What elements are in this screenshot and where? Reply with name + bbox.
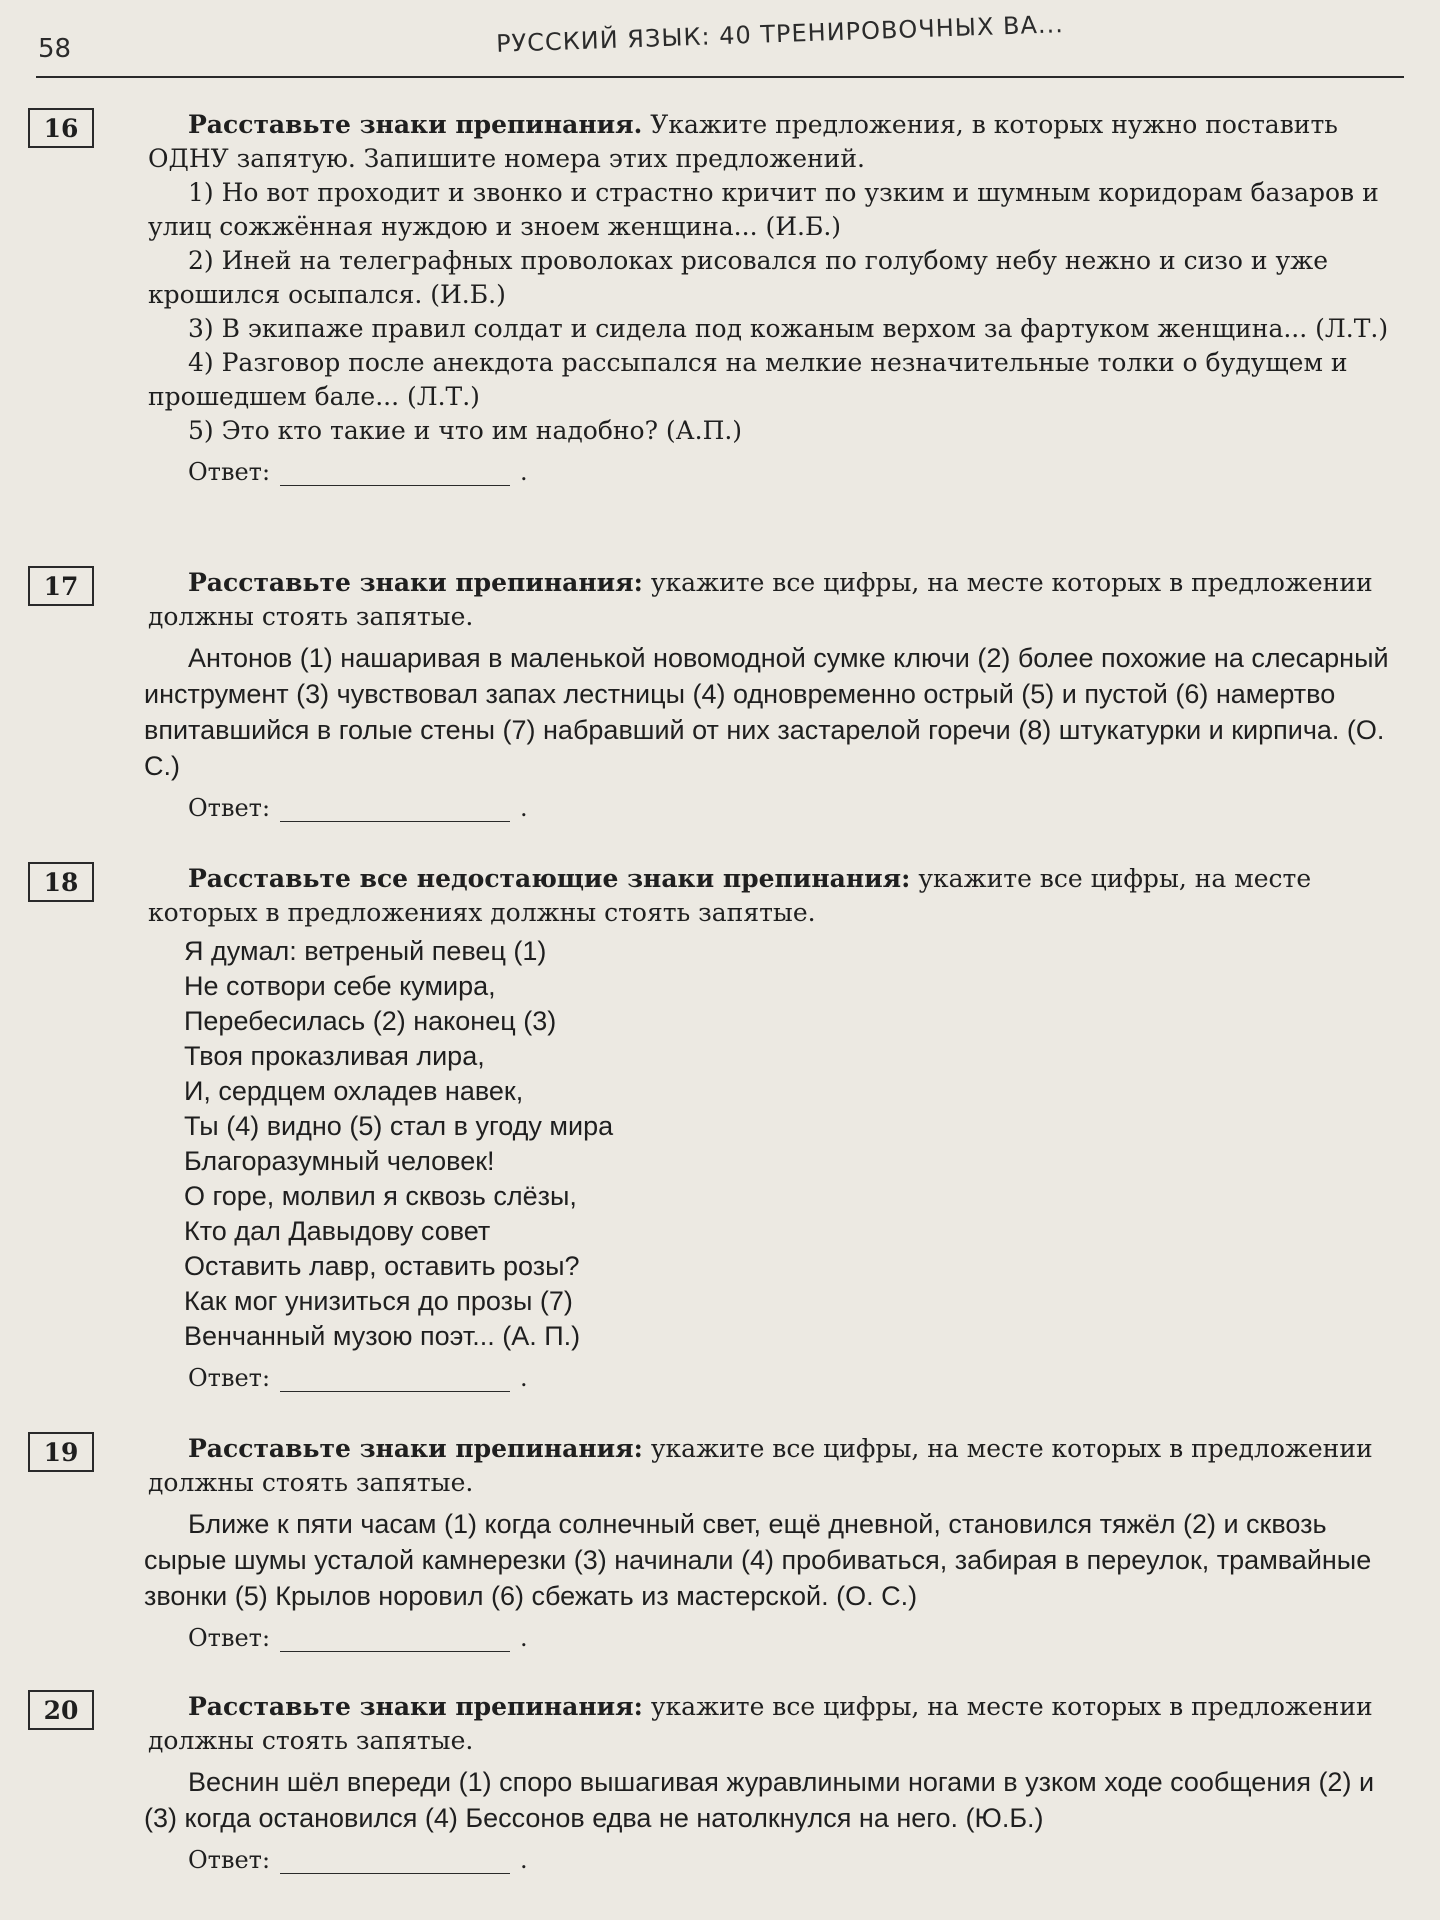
task-16 bbox=[28, 108, 1410, 486]
instruction-rest: укажите все цифры, на месте которых в предложении должны стоять запятые. bbox=[148, 1692, 1373, 1755]
poem-line: Кто дал Давыдову совет bbox=[184, 1216, 491, 1246]
instruction-rest: Укажите предложения, в которых нужно поставить ОДНУ запятую. Запишите номера этих предложений. bbox=[148, 110, 1338, 173]
task-18 bbox=[28, 862, 1410, 1392]
page-number: 58 bbox=[38, 34, 72, 64]
answer-end: . bbox=[520, 1846, 528, 1874]
poem-line: Венчанный музою поэт... (А. П.) bbox=[184, 1321, 581, 1351]
task-instruction bbox=[148, 862, 1410, 930]
list-item: 3) В экипаже правил солдат и сидела под кожаным верхом за фартуком женщина... (Л.Т.) bbox=[188, 314, 1389, 343]
instruction-rest: укажите все цифры, на месте которых в предложении должны стоять запятые. bbox=[148, 568, 1373, 631]
poem-line: Благоразумный человек! bbox=[184, 1146, 495, 1176]
instruction-lead: Расставьте знаки препинания: bbox=[188, 1692, 643, 1721]
task-text: Антонов (1) нашаривая в маленькой новомодной сумке ключи (2) более похожие на слесарный инструмент (3) чувствовал запах лестницы (4) одновременно острый (5) и пустой (6) намертво впитавшийся в голые стены (7) набравший от них застарелой горечи (8) штукатурки и кирпича. (О. С.) bbox=[144, 643, 1389, 781]
answer-label: Ответ: bbox=[188, 1364, 271, 1392]
answer-row bbox=[188, 794, 1410, 822]
answer-label: Ответ: bbox=[188, 1624, 271, 1652]
page-header bbox=[36, 10, 1404, 78]
list-item: 2) Иней на телеграфных проволоках рисовался по голубому небу нежно и сизо и уже крошился осыпался. (И.Б.) bbox=[148, 246, 1329, 309]
answer-end: . bbox=[520, 1364, 528, 1392]
list-item: 1) Но вот проходит и звонко и страстно кричит по узким и шумным коридорам базаров и улиц сожжённая нуждою и зноем женщина... (И.Б.) bbox=[148, 178, 1379, 241]
poem-line: Перебесилась (2) наконец (3) bbox=[184, 1006, 557, 1036]
task-text: Веснин шёл впереди (1) споро вышагивая журавлиными ногами в узком ходе сообщения (2) и (3) когда остановился (4) Бессонов едва не натолкнулся на него. (Ю.Б.) bbox=[144, 1767, 1375, 1833]
task-number: 17 bbox=[28, 566, 94, 606]
poem-line: Как мог унизиться до прозы (7) bbox=[184, 1286, 573, 1316]
answer-field[interactable] bbox=[280, 1629, 510, 1652]
answer-end: . bbox=[520, 794, 528, 822]
instruction-rest: укажите все цифры, на месте которых в предложениях должны стоять запятые. bbox=[148, 864, 1312, 927]
poem-line: Оставить лавр, оставить розы? bbox=[184, 1251, 580, 1281]
poem-line: Не сотвори себе кумира, bbox=[184, 971, 496, 1001]
poem-line: И, сердцем охладев навек, bbox=[184, 1076, 524, 1106]
task-17 bbox=[28, 566, 1410, 822]
task-instruction bbox=[148, 108, 1410, 176]
instruction-lead: Расставьте все недостающие знаки препинания: bbox=[188, 864, 911, 893]
answer-label: Ответ: bbox=[188, 1846, 271, 1874]
answer-label: Ответ: bbox=[188, 458, 271, 486]
instruction-rest: укажите все цифры, на месте которых в предложении должны стоять запятые. bbox=[148, 1434, 1373, 1497]
running-title: РУССКИЙ ЯЗЫК: 40 ТРЕНИРОВОЧНЫХ ВА... bbox=[495, 10, 1065, 58]
answer-end: . bbox=[520, 1624, 528, 1652]
poem-line: Я думал: ветреный певец (1) bbox=[184, 936, 547, 966]
list-item: 5) Это кто такие и что им надобно? (А.П.) bbox=[188, 416, 743, 445]
poem-line: Твоя проказливая лира, bbox=[184, 1041, 485, 1071]
instruction-lead: Расставьте знаки препинания: bbox=[188, 568, 643, 597]
task-number: 20 bbox=[28, 1690, 94, 1730]
answer-label: Ответ: bbox=[188, 794, 271, 822]
answer-field[interactable] bbox=[280, 799, 510, 822]
answer-field[interactable] bbox=[280, 1369, 510, 1392]
task-instruction bbox=[148, 1432, 1410, 1500]
answer-field[interactable] bbox=[280, 1851, 510, 1874]
answer-row bbox=[188, 458, 1410, 486]
poem-line: О горе, молвил я сквозь слёзы, bbox=[184, 1181, 577, 1211]
answer-field[interactable] bbox=[280, 463, 510, 486]
answer-end: . bbox=[520, 458, 528, 486]
task-20 bbox=[28, 1690, 1410, 1874]
task-number: 18 bbox=[28, 862, 94, 902]
instruction-lead: Расставьте знаки препинания. bbox=[188, 110, 643, 139]
task-19 bbox=[28, 1432, 1410, 1652]
task-text: Ближе к пяти часам (1) когда солнечный свет, ещё дневной, становился тяжёл (2) и сквозь сырые шумы усталой камнерезки (3) начинали (4) пробиваться, забирая в переулок, трамвайные звонки (5) Крылов норовил (6) сбежать из мастерской. (О. С.) bbox=[144, 1509, 1372, 1611]
answer-row bbox=[188, 1846, 1410, 1874]
instruction-lead: Расставьте знаки препинания: bbox=[188, 1434, 643, 1463]
poem-line: Ты (4) видно (5) стал в угоду мира bbox=[184, 1111, 614, 1141]
answer-row bbox=[188, 1364, 1410, 1392]
task-items bbox=[148, 176, 1410, 448]
task-number: 19 bbox=[28, 1432, 94, 1472]
list-item: 4) Разговор после анекдота рассыпался на мелкие незначительные толки о будущем и прошедшем бале... (Л.Т.) bbox=[148, 348, 1348, 411]
answer-row bbox=[188, 1624, 1410, 1652]
task-number: 16 bbox=[28, 108, 94, 148]
task-instruction bbox=[148, 566, 1410, 634]
poem bbox=[184, 934, 1410, 1354]
task-instruction bbox=[148, 1690, 1410, 1758]
